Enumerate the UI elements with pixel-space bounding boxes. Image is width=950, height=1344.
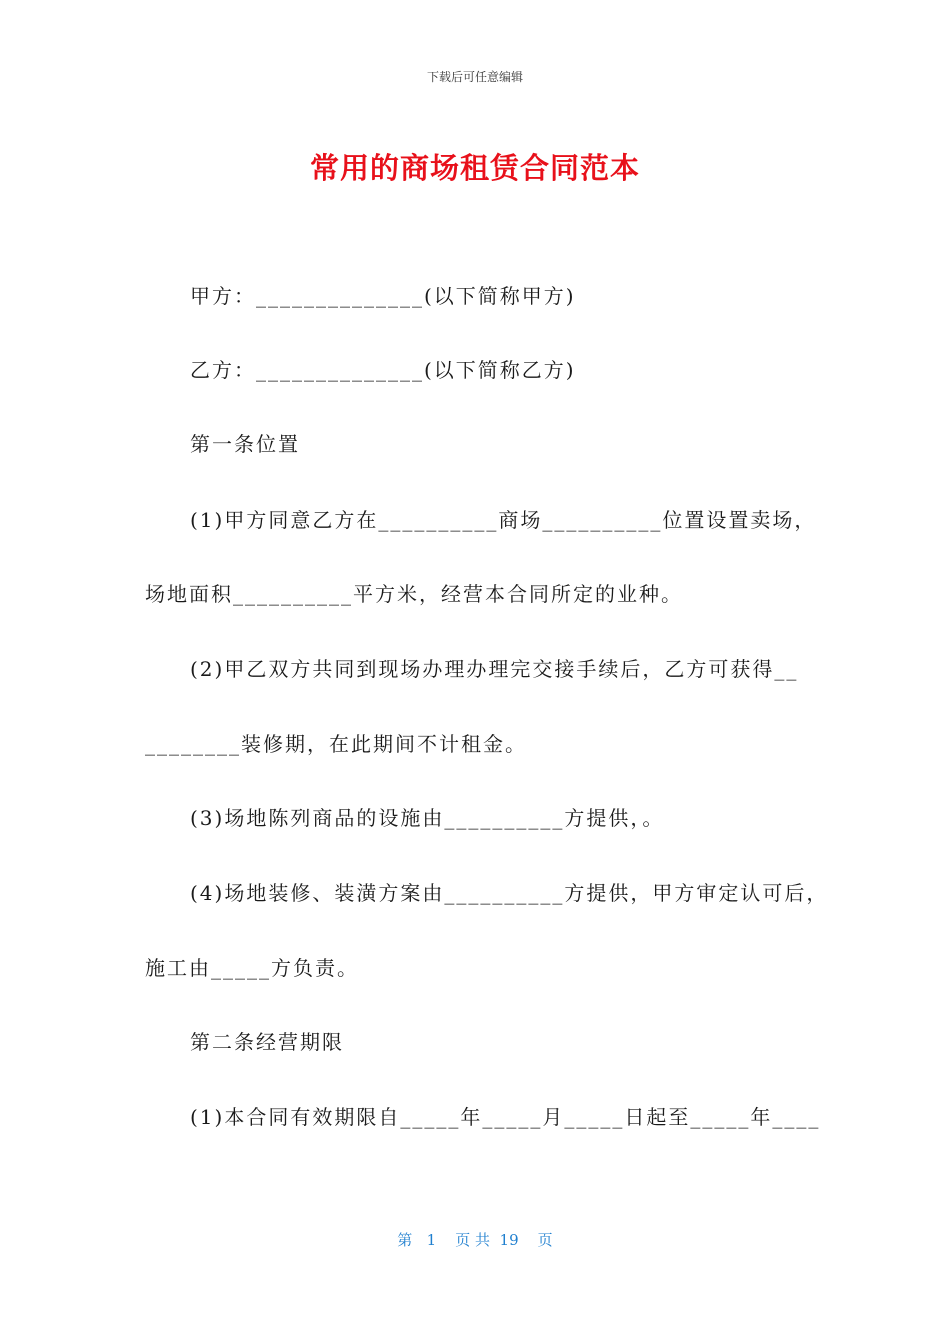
party-a-line: 甲方：______________(以下简称甲方) [190,284,576,308]
party-b-line: 乙方：______________(以下简称乙方) [190,358,576,382]
clause-1-2-line-2: ________装修期，在此期间不计租金。 [145,732,527,756]
clause-2-1-line-1: (1)本合同有效期限自_____年_____月_____日起至_____年____ [190,1105,821,1129]
clause-1-2-line-1: (2)甲乙双方共同到现场办理办理完交接手续后，乙方可获得__ [190,657,799,681]
clause-1-4-line-2: 施工由_____方负责。 [145,956,359,980]
document-title: 常用的商场租赁合同范本 [309,151,640,185]
header-note: 下载后可任意编辑 [426,70,523,84]
article-1-heading: 第一条位置 [190,432,300,456]
page-number-footer: 第 1 页 共 19 页 [397,1231,553,1249]
clause-1-4-line-1: (4)场地装修、装潢方案由__________方提供，甲方审定认可后， [190,881,829,905]
article-2-heading: 第二条经营期限 [190,1030,344,1054]
clause-1-1-line-1: (1)甲方同意乙方在__________商场__________位置设置卖场， [190,508,817,532]
clause-1-1-line-2: 场地面积__________平方米，经营本合同所定的业种。 [145,582,683,606]
clause-1-3-line: (3)场地陈列商品的设施由__________方提供，。 [190,806,665,830]
